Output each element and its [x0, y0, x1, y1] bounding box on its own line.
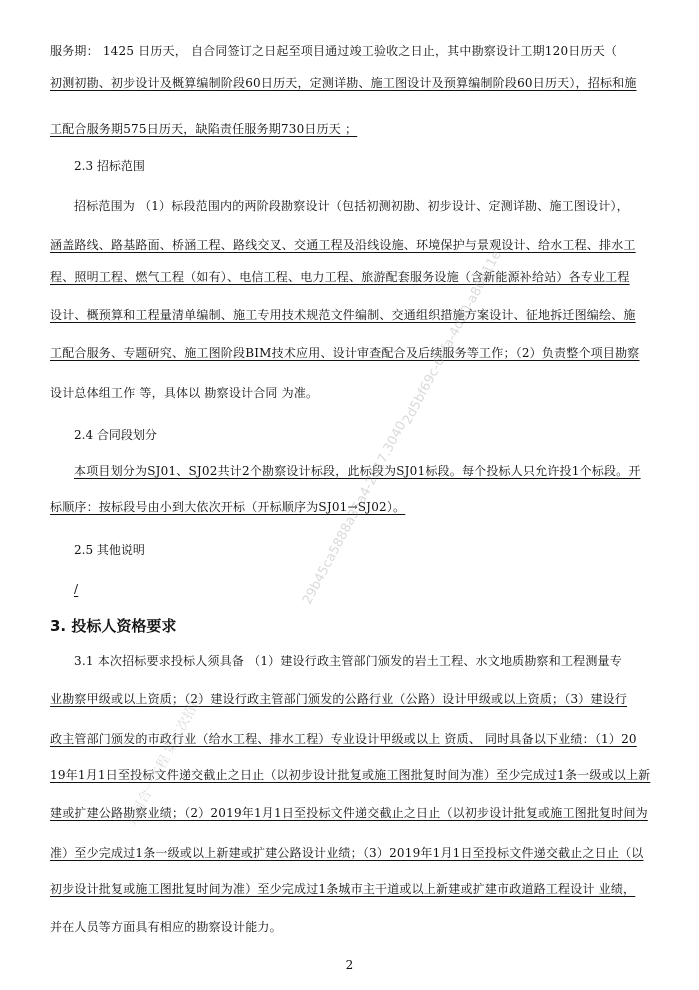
qualification-line-8: 并在人员等方面具有相应的勘察设计能力。	[50, 920, 282, 934]
section-heading-3: 3. 投标人资格要求	[50, 617, 177, 635]
page-number: 2	[345, 958, 354, 972]
qualification-line-3: 政主管部门颁发的市政行业（给水工程、排水工程）专业设计甲级或以上 资质、 同时具备以下业绩：（1）20	[50, 732, 637, 746]
qualification-line-5: 建或扩建公路勘察业绩；（2）2019年1月1日至投标文件递交截止之日止（以初步设计批复或施工图批复时间为	[50, 806, 648, 820]
service-period-line-1: 服务期： 1425 日历天， 自合同签订之日起至项目通过竣工验收之日止，其中勘察设计工期120日历天（	[50, 44, 618, 58]
other-notes-value: /	[74, 582, 79, 596]
qualification-line-1: 3.1 本次招标要求投标人须具备 （1）建设行政主管部门颁发的岩土工程、水文地质勘察和工程测量专	[74, 654, 622, 668]
watermark-text-3: 五河合一工程 第二次招标	[123, 691, 206, 829]
scope-line-6: 设计总体组工作 等，具体以 勘察设计合同 为准。	[50, 386, 319, 400]
section-heading-2-3: 2.3 招标范围	[74, 159, 145, 173]
scope-line-1: 招标范围为 （1）标段范围内的两阶段勘察设计（包括初测初勘、初步设计、定测详勘、施工图设计），	[74, 199, 629, 213]
service-period-line-2: 初测初勘、初步设计及概算编制阶段60日历天，定测详勘、施工图设计及预算编制阶段60日历天），招标和施	[50, 76, 637, 90]
lot-division-line-2: 标顺序：按标段号由小到大依次开标（开标顺序为SJ01→SJ02）。	[50, 500, 406, 514]
scope-line-2: 涵盖路线、路基路面、桥涵工程、路线交叉、交通工程及沿线设施、环境保护与景观设计、给水工程、排水工	[50, 238, 636, 252]
scope-line-4: 设计、概预算和工程量清单编制、施工专用技术规范文件编制、交通组织措施方案设计、征地拆迁图编绘、施	[50, 308, 636, 322]
section-heading-2-5: 2.5 其他说明	[74, 543, 145, 557]
scope-line-3: 程、照明工程、燃气工程（如有）、电信工程、电力工程、旅游配套服务设施（含新能源补给站）各专业工程	[50, 270, 630, 284]
watermark-text-1: 2d5bf69c-6efa-4db0-a86611e	[400, 248, 505, 428]
watermark-text-2: 29b45ca5888a35a4-2017.3040	[300, 418, 410, 608]
qualification-line-6: 准）至少完成过1条一级或以上新建或扩建公路设计业绩；（3）2019年1月1日至投标文件递交截止之日止（以	[50, 846, 644, 860]
qualification-line-4: 19年1月1日至投标文件递交截止之日止（以初步设计批复或施工图批复时间为准）至少完成过1条一级或以上新	[50, 768, 651, 782]
qualification-line-2: 业勘察甲级或以上资质；（2）建设行政主管部门颁发的公路行业（公路）设计甲级或以上资质；（3）建设行	[50, 692, 628, 706]
scope-line-5: 工配合服务、专题研究、施工图阶段BIM技术应用、设计审查配合及后续服务等工作；（2）负责整个项目勘察	[50, 346, 640, 360]
qualification-line-7: 初步设计批复或施工图批复时间为准）至少完成过1条城市主干道或以上新建或扩建市政道路工程设计 业绩，	[50, 882, 636, 896]
section-heading-2-4: 2.4 合同段划分	[74, 428, 157, 442]
lot-division-line-1: 本项目划分为SJ01、SJ02共计2个勘察设计标段，此标段为SJ01标段。每个投标人只允许投1个标段。开	[74, 464, 641, 478]
service-period-line-3: 工配合服务期575日历天，缺陷责任服务期730日历天 ；	[50, 122, 358, 136]
